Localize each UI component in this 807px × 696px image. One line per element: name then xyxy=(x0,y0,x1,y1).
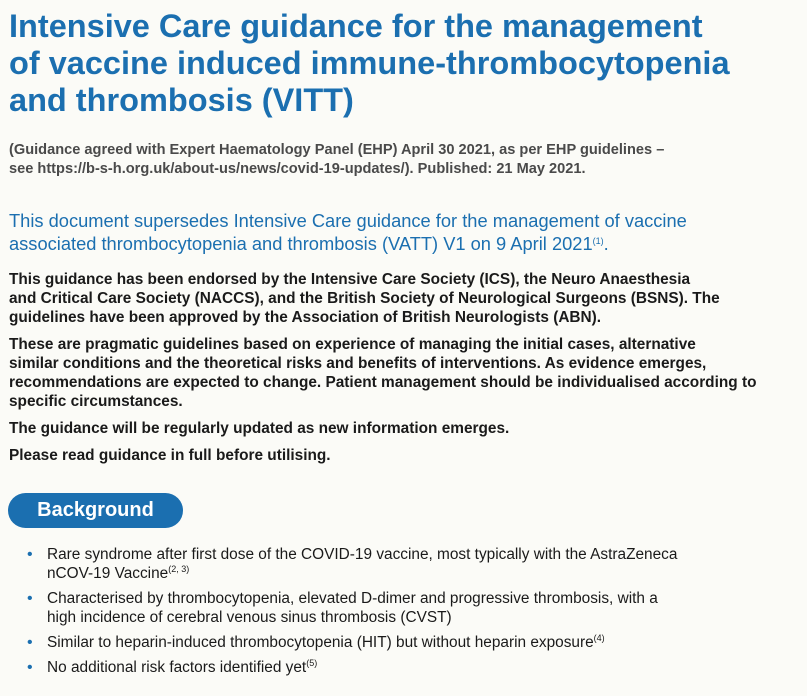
pragmatic-line-4: specific circumstances. xyxy=(9,393,183,410)
update-line: The guidance will be regularly updated as new information emerges. xyxy=(9,420,510,437)
bullet-icon: • xyxy=(27,634,33,651)
supersedes-line-2 xyxy=(9,232,687,255)
pragmatic-paragraph xyxy=(9,335,756,411)
list-item xyxy=(0,658,807,677)
title-line-3: and thrombosis (VITT) xyxy=(9,82,354,118)
agreement-line-2: see https://b-s-h.org.uk/about-us/news/covid-19-updates/). Published: 21 May 2021. xyxy=(9,161,586,177)
bullet-4-line-1 xyxy=(47,658,807,677)
background-list xyxy=(0,545,807,683)
pragmatic-line-2: similar conditions and the theoretical risks and benefits of interventions. As evidence emerges, xyxy=(9,355,707,372)
list-item xyxy=(0,633,807,652)
agreement-note xyxy=(9,141,664,179)
endorsement-line-1: This guidance has been endorsed by the Intensive Care Society (ICS), the Neuro Anaesthesia xyxy=(9,271,691,288)
pragmatic-line-1: These are pragmatic guidelines based on experience of managing the initial cases, alternative xyxy=(9,336,696,353)
endorsement-paragraph xyxy=(9,270,720,327)
supersedes-end: . xyxy=(603,233,609,254)
title-line-1: Intensive Care guidance for the management xyxy=(9,8,703,44)
bullet-icon: • xyxy=(27,659,33,676)
supersedes-line-1: This document supersedes Intensive Care guidance for the management of vaccine xyxy=(9,210,687,231)
reference-5: (5) xyxy=(306,658,318,668)
document-title xyxy=(9,8,799,119)
bullet-1-line-2 xyxy=(47,564,807,583)
pragmatic-line-3: recommendations are expected to change. Patient management should be individualised according to xyxy=(9,374,757,391)
read-in-full-line: Please read guidance in full before utilising. xyxy=(9,447,331,464)
bullet-icon: • xyxy=(27,590,33,607)
agreement-line-1: (Guidance agreed with Expert Haematology Panel (EHP) April 30 2021, as per EHP guidelines – xyxy=(9,142,665,158)
reference-1: (1) xyxy=(592,236,604,246)
bullet-1-line-2-text: nCOV-19 Vaccine xyxy=(47,565,169,582)
bullet-icon: • xyxy=(27,546,33,563)
endorsement-line-2: and Critical Care Society (NACCS), and the British Society of Neurological Surgeons (BSNS). The xyxy=(9,290,720,307)
reference-2-3: (2, 3) xyxy=(168,564,190,574)
bullet-2-line-2: high incidence of cerebral venous sinus thrombosis (CVST) xyxy=(47,609,452,626)
list-item xyxy=(0,545,807,583)
bullet-3-line-1 xyxy=(47,633,807,652)
bullet-4-text: No additional risk factors identified yet xyxy=(47,659,307,676)
supersedes-line-2-text: associated thrombocytopenia and thrombosis (VATT) V1 on 9 April 2021 xyxy=(9,233,593,254)
bullet-2-line-1: Characterised by thrombocytopenia, elevated D-dimer and progressive thrombosis, with a xyxy=(47,590,658,607)
read-in-full-note xyxy=(9,446,331,465)
bullet-3-text: Similar to heparin-induced thrombocytopenia (HIT) but without heparin exposure xyxy=(47,634,594,651)
supersedes-notice xyxy=(9,209,687,255)
bullet-1-line-1: Rare syndrome after first dose of the COVID-19 vaccine, most typically with the AstraZeneca xyxy=(47,546,678,563)
title-line-2: of vaccine induced immune-thrombocytopenia xyxy=(9,45,730,81)
endorsement-line-3: guidelines have been approved by the Association of British Neurologists (ABN). xyxy=(9,309,602,326)
list-item xyxy=(0,589,807,627)
reference-4: (4) xyxy=(593,633,605,643)
background-section-label: Background xyxy=(8,493,183,528)
update-note xyxy=(9,419,509,438)
